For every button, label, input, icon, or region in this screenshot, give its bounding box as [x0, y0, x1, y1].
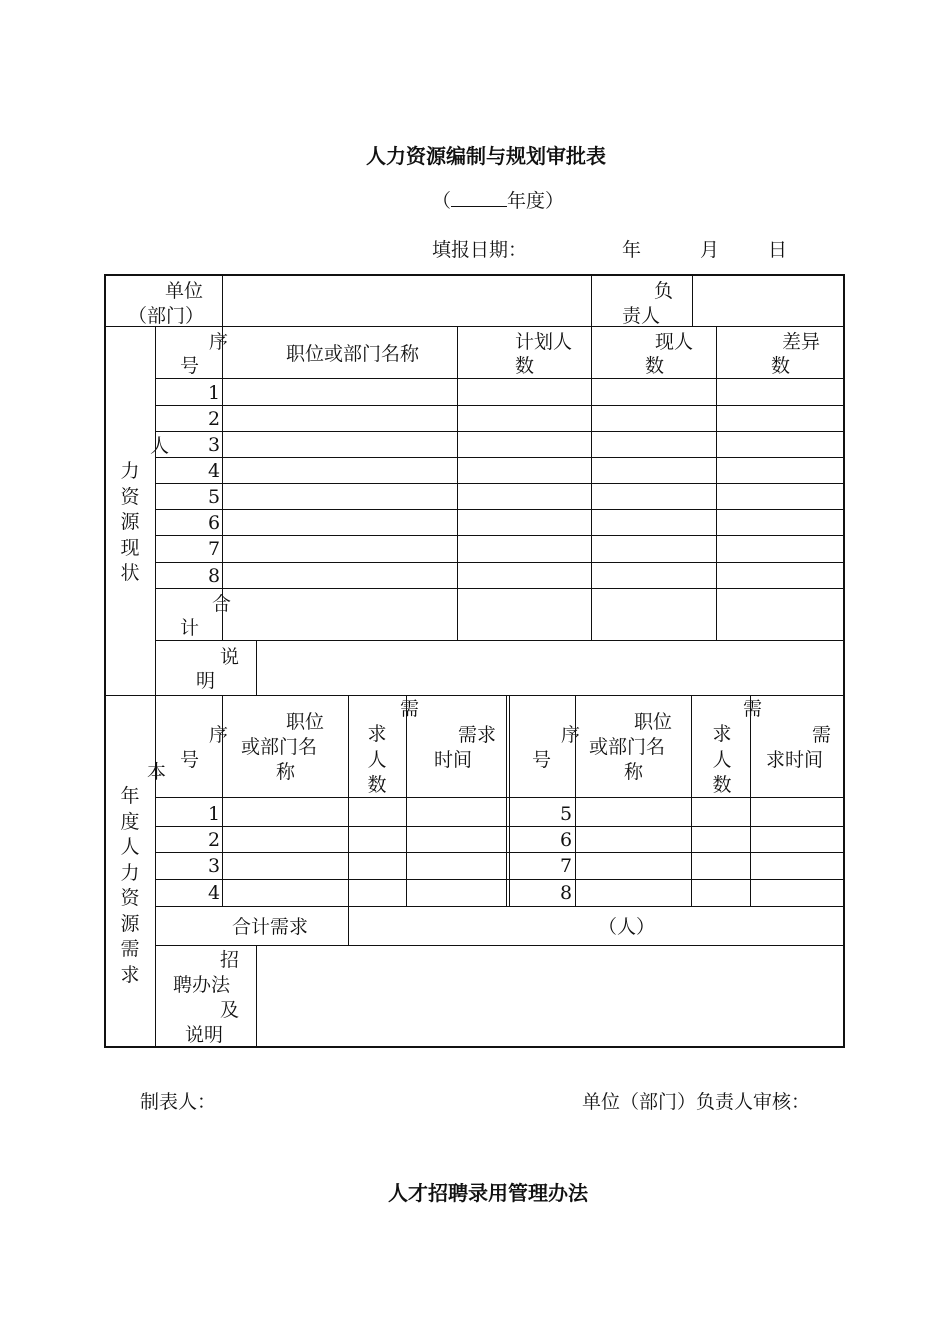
maker-label: 制表人：: [140, 1091, 217, 1113]
year-label: 年度）: [507, 190, 565, 212]
annual-row-number: 2: [208, 829, 221, 851]
manager-label-l1: 负: [654, 280, 674, 302]
row-divider: [155, 588, 845, 589]
current-col-seq-l1: 序: [209, 331, 229, 353]
annual-col-pos-l1: 职位: [286, 711, 325, 733]
row-divider: [104, 326, 845, 327]
annual-row-number: 1: [208, 803, 221, 825]
current-col-plan-l1: 计划人: [515, 331, 573, 353]
annual-recruit-l3: 及: [220, 999, 240, 1021]
current-row-number: 6: [208, 512, 221, 534]
annual-col-time2-l2: 求时间: [766, 749, 824, 771]
current-total-l2: 计: [180, 617, 200, 639]
col-divider: [509, 695, 510, 906]
current-row-number: 5: [208, 486, 221, 508]
current-col-name: 职位或部门名称: [286, 343, 420, 365]
annual-col-pos-l3: 称: [276, 761, 296, 783]
current-col-diff-l2: 数: [771, 355, 791, 377]
row-divider: [155, 431, 845, 432]
annual-side-label-first: 本: [147, 761, 167, 783]
current-row-number: 7: [208, 538, 221, 560]
annual-col-pos2-l3: 称: [624, 761, 644, 783]
row-divider: [155, 483, 845, 484]
col-divider: [591, 276, 592, 640]
annual-col-time2-l1: 需: [812, 724, 832, 746]
row-divider: [155, 535, 845, 536]
annual-col-req-top: 需: [400, 698, 420, 720]
current-note-input[interactable]: [256, 640, 843, 695]
annual-row-number: 8: [560, 882, 573, 904]
annual-row-number: 7: [560, 855, 573, 877]
current-row-number: 8: [208, 565, 221, 587]
annual-row-number: 6: [560, 829, 573, 851]
year-open-paren: （: [432, 190, 452, 212]
manager-label-l2: 责人: [622, 305, 661, 327]
annual-col-seq-l1: 序: [209, 724, 229, 746]
annual-col-seq-l2: 号: [180, 749, 200, 771]
row-divider: [155, 562, 845, 563]
current-total-l1: 合: [212, 593, 232, 615]
current-col-now-l1: 现人: [655, 331, 694, 353]
annual-col-pos2-l1: 职位: [634, 711, 673, 733]
unit-input[interactable]: [222, 276, 591, 326]
annual-col-pos-l2: 或部门名: [241, 736, 318, 758]
row-divider: [155, 852, 845, 853]
row-divider: [155, 378, 845, 379]
current-col-seq-l2: 号: [180, 355, 200, 377]
unit-label-l2: （部门）: [128, 305, 205, 327]
date-month: 月: [700, 239, 720, 261]
annual-col-time-l2: 时间: [434, 749, 473, 771]
current-note-l2: 明: [196, 670, 216, 692]
col-divider: [506, 695, 507, 906]
col-divider: [457, 326, 458, 640]
current-row-number: 4: [208, 460, 221, 482]
row-divider: [155, 509, 845, 510]
row-divider: [155, 797, 845, 798]
annual-col-time-l1: 需求: [458, 724, 497, 746]
annual-recruit-input[interactable]: [256, 945, 843, 1046]
current-row-number: 3: [208, 434, 221, 456]
date-year: 年: [622, 239, 642, 261]
current-side-label-first: 人: [150, 435, 170, 457]
section-divider: [104, 695, 845, 696]
annual-total-label: 合计需求: [232, 916, 309, 938]
current-col-diff-l1: 差异: [782, 331, 821, 353]
current-side-label: 力资源现状: [120, 460, 140, 584]
annual-col-seq2-l1: 序: [561, 724, 581, 746]
annual-row-number: 4: [208, 882, 221, 904]
year-line: [432, 188, 564, 214]
next-section-title: 人才招聘录用管理办法: [388, 1181, 588, 1205]
col-divider: [348, 695, 349, 945]
annual-recruit-l1: 招: [220, 949, 240, 971]
annual-side-label: 年度人力资源需求: [120, 785, 140, 986]
row-divider: [155, 879, 845, 880]
annual-row-number: 3: [208, 855, 221, 877]
row-divider: [155, 405, 845, 406]
row-divider: [155, 826, 845, 827]
year-blank[interactable]: [451, 188, 507, 207]
col-divider: [406, 695, 407, 906]
unit-label-l1: 单位: [165, 280, 204, 302]
date-day: 日: [768, 239, 788, 261]
annual-row-number: 5: [560, 803, 573, 825]
annual-recruit-l2: 聘办法: [173, 974, 231, 996]
row-divider: [155, 457, 845, 458]
reviewer-label: 单位（部门）负责人审核：: [582, 1091, 811, 1113]
annual-col-req: 求人数: [367, 723, 387, 796]
form-title: 人力资源编制与规划审批表: [366, 144, 606, 168]
col-divider: [716, 326, 717, 640]
annual-col-req2: 求人数: [712, 723, 732, 796]
annual-recruit-l4: 说明: [185, 1024, 224, 1046]
col-divider: [750, 695, 751, 906]
current-col-now-l2: 数: [645, 355, 665, 377]
annual-total-unit: （人）: [598, 916, 656, 938]
annual-col-pos2-l2: 或部门名: [589, 736, 666, 758]
current-note-l1: 说: [220, 646, 240, 668]
current-col-plan-l2: 数: [515, 355, 535, 377]
col-divider: [691, 695, 692, 906]
annual-col-req2-top: 需: [743, 698, 763, 720]
fill-date-label: 填报日期：: [432, 239, 528, 261]
annual-col-seq2-l2: 号: [532, 749, 552, 771]
manager-input[interactable]: [692, 276, 843, 326]
row-divider: [155, 906, 845, 907]
current-row-number: 2: [208, 408, 221, 430]
current-row-number: 1: [208, 382, 221, 404]
